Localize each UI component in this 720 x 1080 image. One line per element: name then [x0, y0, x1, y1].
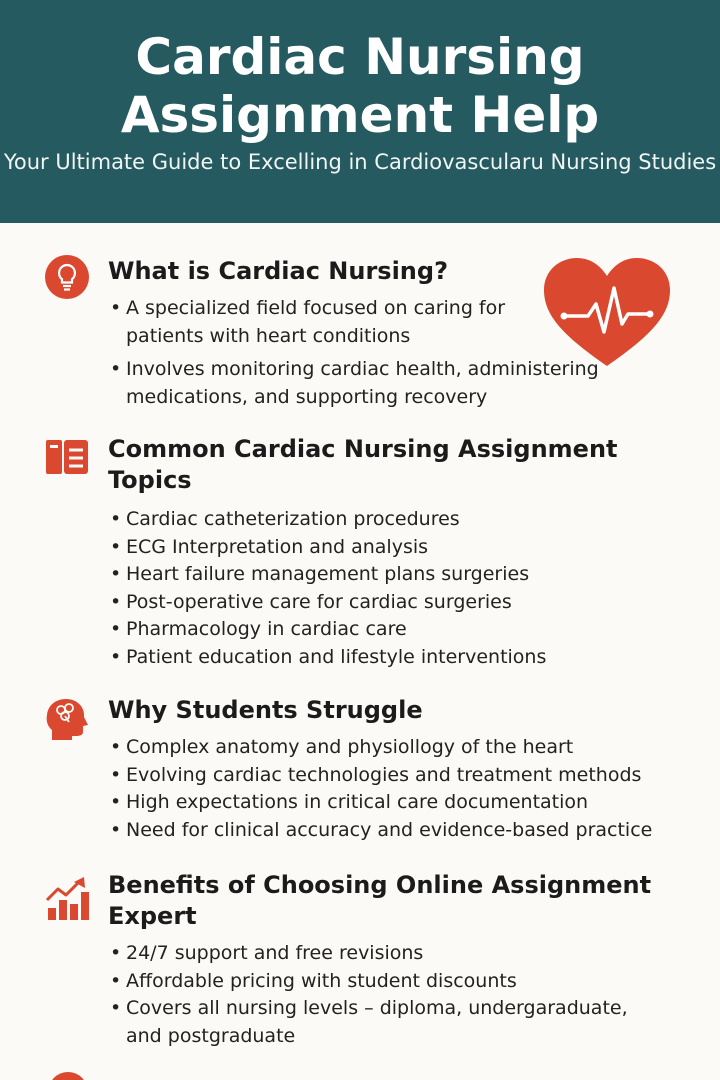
list-item: • Post-operative care for cardiac surgeries — [110, 589, 670, 617]
bullet-list — [110, 940, 650, 1050]
list-item: • Pharmacology in cardiac care — [110, 616, 670, 644]
list-item: • Heart failure management plans surgeries — [110, 561, 670, 589]
heart-ecg-icon — [544, 258, 670, 368]
bullet-list — [110, 506, 670, 672]
growth-chart-icon — [44, 876, 90, 922]
list-item: • Patient education and lifestyle interventions — [110, 644, 670, 672]
section-title: Benefits of Choosing Online Assignment Expert — [108, 871, 652, 930]
list-item: • Complex anatomy and physiollogy of the heart — [110, 734, 680, 762]
section-why-students-struggle — [0, 692, 720, 852]
page-subtitle: Your Ultimate Guide to Excelling in Cardiovascularu Nursing Studies — [3, 150, 717, 174]
next-section-icon — [48, 1072, 88, 1080]
list-item: • Need for clinical accuracy and evidence-based practice — [110, 817, 680, 845]
bullet-list — [110, 295, 599, 417]
page-title: Cardiac Nursing Assignment Help — [120, 28, 600, 144]
list-item: • Involves monitoring cardiac health, administering medications, and supporting recovery — [110, 356, 670, 411]
header-banner — [0, 0, 720, 223]
list-item: • Covers all nursing levels – diploma, undergaraduate, and postgraduate — [110, 995, 650, 1050]
stressed-head-icon — [44, 696, 90, 742]
section-title: What is Cardiac Nursing? — [108, 257, 448, 285]
list-item: • High expectations in critical care documentation — [110, 789, 680, 817]
list-item: • Affordable pricing with student discounts — [110, 968, 650, 996]
list-item: • Cardiac catheterization procedures — [110, 506, 670, 534]
section-common-topics — [0, 428, 720, 678]
list-item: • Evolving cardiac technologies and treatment methods — [110, 762, 680, 790]
list-item: • 24/7 support and free revisions — [110, 940, 650, 968]
section-benefits — [0, 866, 720, 1056]
section-title: Why Students Struggle — [108, 696, 423, 724]
clipboard-icon — [44, 434, 90, 480]
section-title: Common Cardiac Nursing Assignment Topics — [108, 435, 618, 494]
lightbulb-icon — [44, 254, 90, 300]
list-item: • A specialized field focused on caring for patients with heart conditions — [110, 295, 530, 350]
list-item: • ECG Interpretation and analysis — [110, 534, 670, 562]
bullet-list — [110, 734, 680, 844]
